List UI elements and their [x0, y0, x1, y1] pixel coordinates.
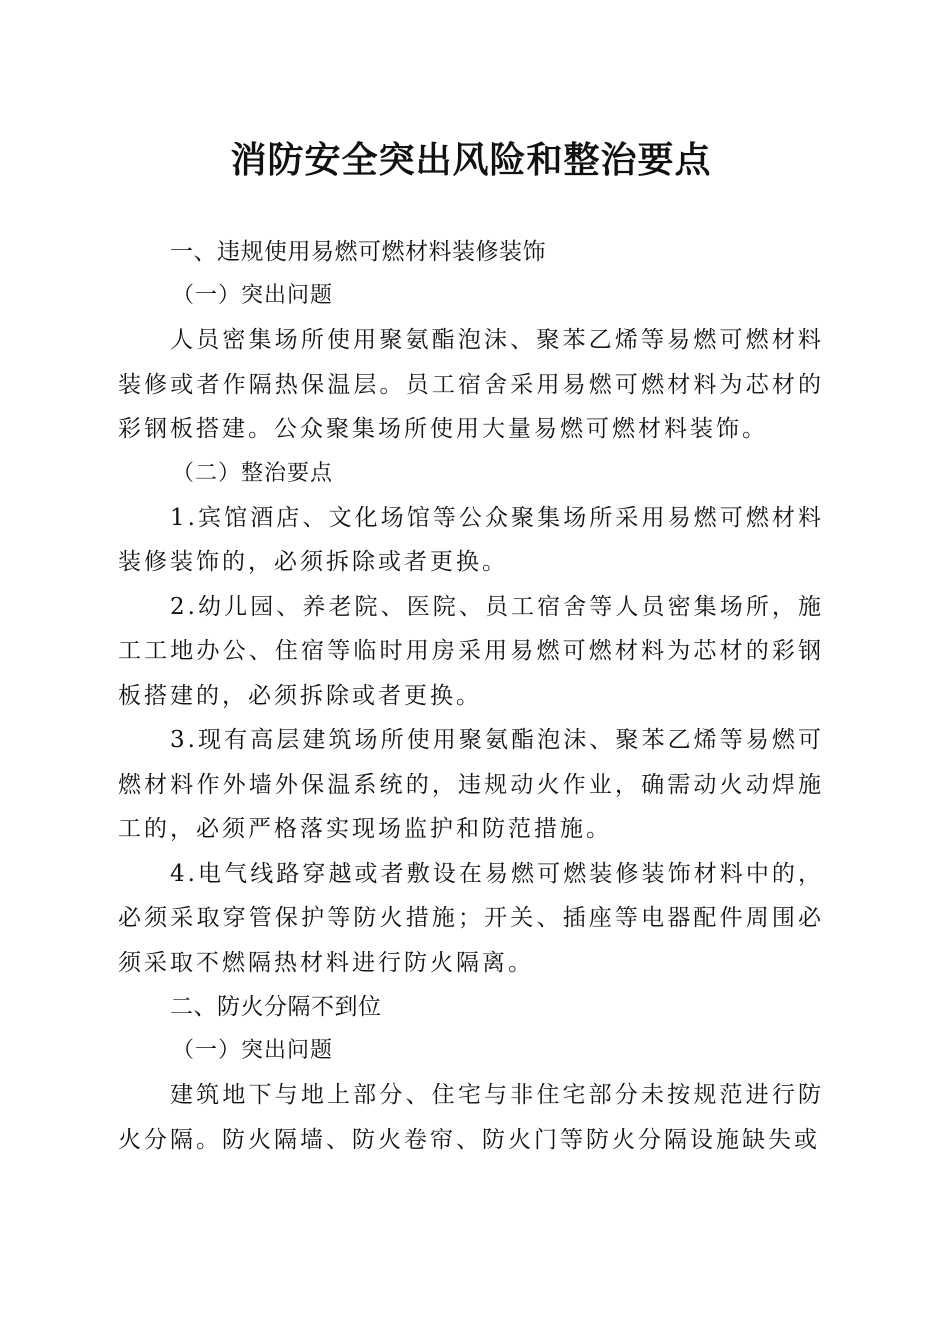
document-title: 消防安全突出风险和整治要点: [230, 139, 712, 181]
subsection-heading: （一）突出问题: [172, 1038, 334, 1063]
subsection-heading: （二）整治要点: [172, 460, 334, 486]
measure-item: 2.幼儿园、养老院、医院、员工宿舍等人员密集场所，施工工地办公、住宿等临时用房采用易燃可燃材料为芯材的彩钢板搭建的，必须拆除或者更换。: [118, 593, 824, 709]
measure-item: 3.现有高层建筑场所使用聚氨酯泡沫、聚苯乙烯等易燃可燃材料作外墙外保温系统的，违规动火作业，确需动火动焊施工的，必须严格落实现场监护和防范措施。: [118, 727, 824, 842]
section-heading: 二、防火分隔不到位: [170, 994, 382, 1020]
paragraph: 建筑地下与地上部分、住宅与非住宅部分未按规范进行防火分隔。防火隔墙、防火卷帘、防火门等防火分隔设施缺失或: [118, 1082, 824, 1153]
measure-item: 4.电气线路穿越或者敷设在易燃可燃装修装饰材料中的，必须采取穿管保护等防火措施；开关、插座等电器配件周围必须采取不燃隔热材料进行防火隔离。: [118, 860, 824, 976]
subsection-heading: （一）突出问题: [172, 283, 334, 308]
section-heading: 一、违规使用易燃可燃材料装修装饰: [170, 239, 546, 265]
paragraph: 人员密集场所使用聚氨酯泡沫、聚苯乙烯等易燃可燃材料装修或者作隔热保温层。员工宿舍采用易燃可燃材料为芯材的彩钢板搭建。公众聚集场所使用大量易燃可燃材料装饰。: [118, 327, 824, 442]
document-body: [118, 230, 824, 1162]
measure-item: 1.宾馆酒店、文化场馆等公众聚集场所采用易燃可燃材料装修装饰的，必须拆除或者更换。: [118, 504, 824, 575]
